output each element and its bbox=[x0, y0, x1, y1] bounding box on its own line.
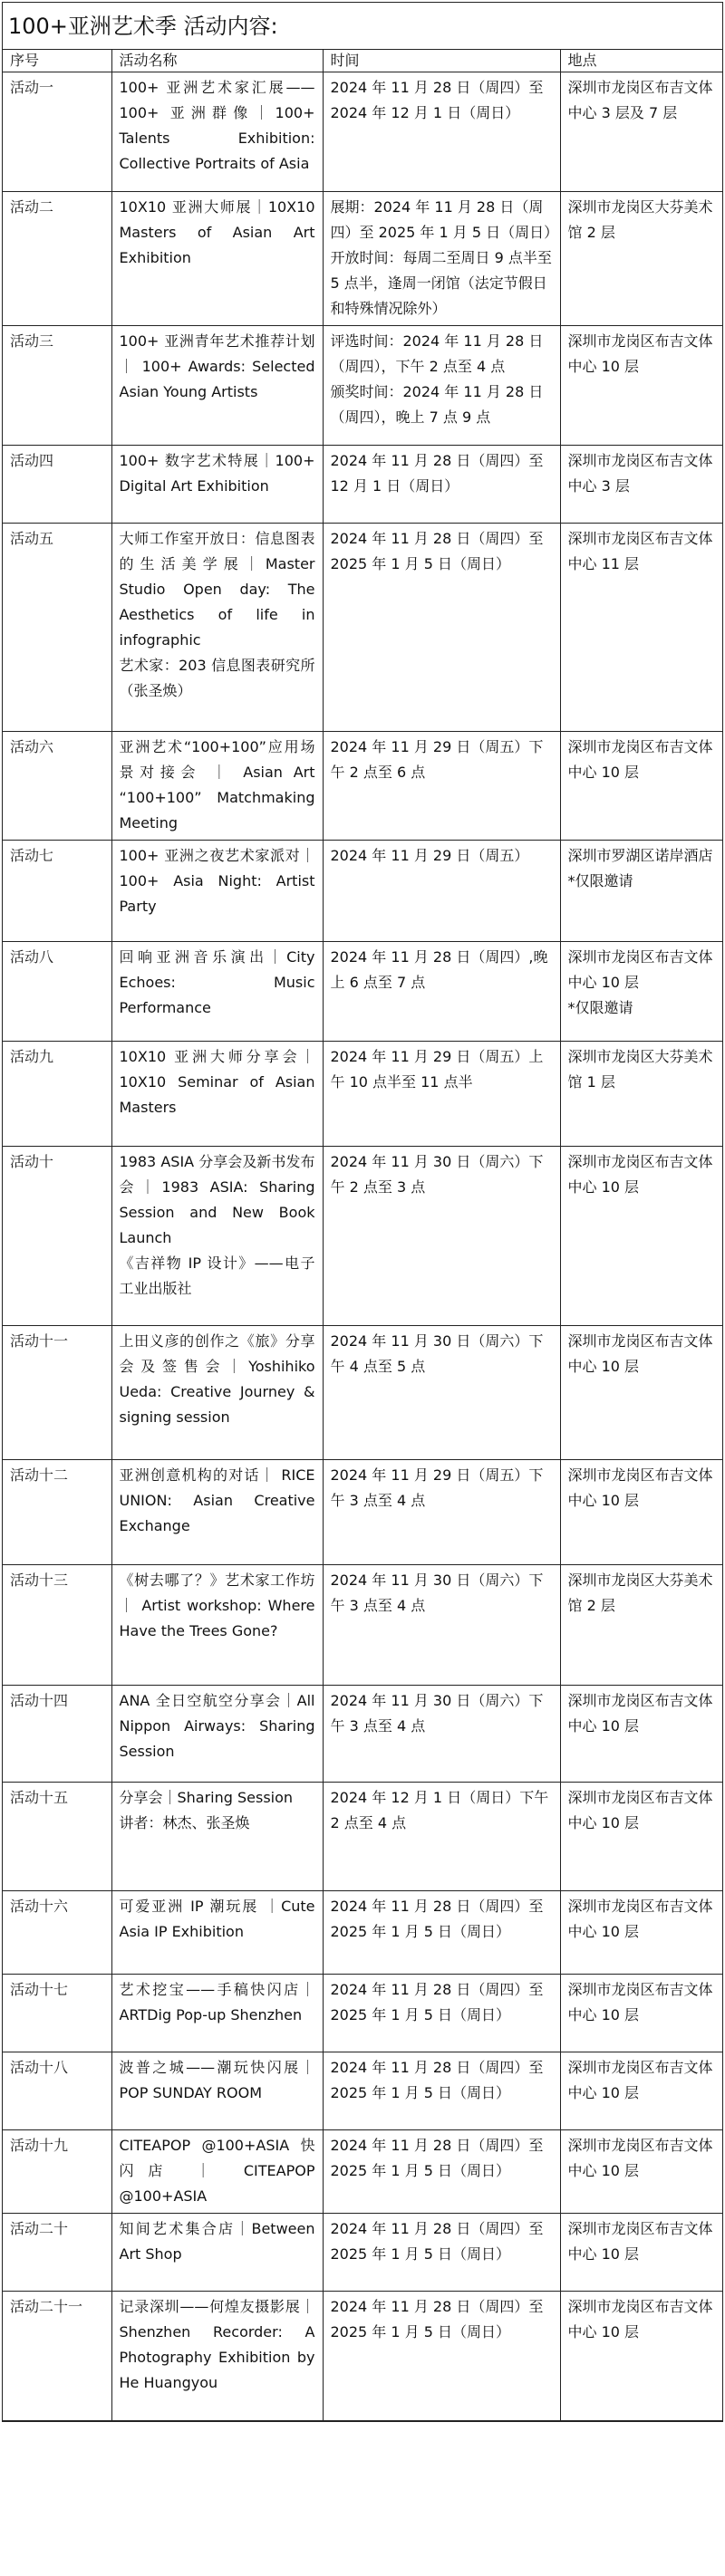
activity-location bbox=[560, 524, 722, 732]
activity-name-line: 亚洲创意机构的对话｜ RICE UNION: Asian Creative Exchange bbox=[119, 1466, 315, 1534]
activity-name-line: 分享会｜Sharing Session bbox=[119, 1789, 294, 1806]
activity-name bbox=[111, 1783, 323, 1891]
activity-name bbox=[111, 524, 323, 732]
document-title: 100+亚洲艺术季 活动内容: bbox=[3, 3, 722, 50]
activity-name-line: 亚洲艺术“100+100”应用场景对接会 ｜ Asian Art “100+100” Matchmaking Meeting bbox=[119, 738, 315, 831]
activity-time bbox=[323, 1460, 560, 1565]
activity-name bbox=[111, 2130, 323, 2214]
table-row bbox=[3, 1783, 722, 1891]
activity-name-line: 100+ 亚洲艺术家汇展——100+ 亚洲群像｜100+ Talents Exhibition: Collective Portraits of Asia bbox=[119, 79, 315, 172]
activity-number: 活动五 bbox=[3, 524, 111, 732]
activity-location bbox=[560, 1460, 722, 1565]
activity-time-line: 2024 年 11 月 28 日（周四）至 2025 年 1 月 5 日（周日） bbox=[330, 1898, 544, 1940]
activity-name-line: 艺术家：203 信息图表研究所（张圣焕） bbox=[119, 657, 315, 699]
activity-name-line: 100+ 亚洲青年艺术推荐计划 ｜ 100+ Awards: Selected Asian Young Artists bbox=[119, 332, 315, 400]
activity-location bbox=[560, 1326, 722, 1460]
header-time: 时间 bbox=[323, 50, 560, 72]
activity-time-line: 2024 年 11 月 30 日（周六）下午 2 点至 3 点 bbox=[330, 1153, 544, 1196]
table-row bbox=[3, 326, 722, 446]
table-row bbox=[3, 1686, 722, 1783]
table-row bbox=[3, 841, 722, 942]
activity-name-line: CITEAPOP @100+ASIA 快闪店 ｜ CITEAPOP @100+ASIA bbox=[119, 2137, 315, 2205]
activity-location-line: 深圳市龙岗区布吉文体中心 10 层 bbox=[567, 2059, 713, 2101]
activity-time bbox=[323, 2130, 560, 2214]
activity-number: 活动十九 bbox=[3, 2130, 111, 2214]
activity-time-line: 2024 年 12 月 1 日（周日）下午 2 点至 4 点 bbox=[330, 1789, 549, 1831]
activity-location-line: 深圳市龙岗区布吉文体中心 10 层 bbox=[567, 2137, 713, 2179]
activity-time-line: 2024 年 11 月 29 日（周五） bbox=[330, 847, 529, 864]
activity-name bbox=[111, 841, 323, 942]
activity-location bbox=[560, 2214, 722, 2292]
activity-location bbox=[560, 192, 722, 326]
activity-location bbox=[560, 446, 722, 524]
activity-time bbox=[323, 72, 560, 192]
activity-number: 活动六 bbox=[3, 732, 111, 841]
activity-location-line: 深圳市龙岗区布吉文体中心 11 层 bbox=[567, 530, 713, 572]
activity-time-line: 2024 年 11 月 30 日（周六）下午 3 点至 4 点 bbox=[330, 1572, 544, 1614]
header-number: 序号 bbox=[3, 50, 111, 72]
activity-time bbox=[323, 524, 560, 732]
activity-time-line: 2024 年 11 月 30 日（周六）下午 3 点至 4 点 bbox=[330, 1692, 544, 1735]
activity-time bbox=[323, 326, 560, 446]
activity-number: 活动十四 bbox=[3, 1686, 111, 1783]
activity-time-line: 2024 年 11 月 29 日（周五）上午 10 点半至 11 点半 bbox=[330, 1048, 544, 1091]
activity-time-line: 2024 年 11 月 28 日（周四）至 2025 年 1 月 5 日（周日） bbox=[330, 2059, 544, 2101]
activity-time-line: 2024 年 11 月 28 日（周四）至 2025 年 1 月 5 日（周日） bbox=[330, 2298, 544, 2341]
activity-time bbox=[323, 1975, 560, 2052]
activity-time bbox=[323, 446, 560, 524]
activity-name bbox=[111, 2052, 323, 2130]
activity-name-line: 上田义彦的创作之《旅》分享会及签售会｜Yoshihiko Ueda: Creative Journey & signing session bbox=[119, 1332, 315, 1426]
activity-name bbox=[111, 1975, 323, 2052]
activity-number: 活动十七 bbox=[3, 1975, 111, 2052]
activity-number: 活动十六 bbox=[3, 1891, 111, 1975]
activity-name bbox=[111, 1686, 323, 1783]
activity-name bbox=[111, 446, 323, 524]
activity-number: 活动十五 bbox=[3, 1783, 111, 1891]
activity-time bbox=[323, 732, 560, 841]
activity-number: 活动九 bbox=[3, 1042, 111, 1147]
activity-name-line: 100+ 数字艺术特展｜100+ Digital Art Exhibition bbox=[119, 452, 315, 495]
activity-location-line: *仅限邀请 bbox=[567, 999, 633, 1016]
activity-name bbox=[111, 192, 323, 326]
activity-number: 活动十一 bbox=[3, 1326, 111, 1460]
activity-location bbox=[560, 2130, 722, 2214]
table-row bbox=[3, 192, 722, 326]
activity-location-line: 深圳市龙岗区布吉文体中心 10 层 bbox=[567, 1692, 713, 1735]
activity-location-line: *仅限邀请 bbox=[567, 872, 633, 889]
activity-name-line: 波普之城——潮玩快闪展｜POP SUNDAY ROOM bbox=[119, 2059, 315, 2101]
table-row bbox=[3, 732, 722, 841]
activity-time bbox=[323, 1042, 560, 1147]
activity-time-line: 2024 年 11 月 28 日（周四）至 2025 年 1 月 5 日（周日） bbox=[330, 1981, 544, 2023]
activity-time-line: 2024 年 11 月 30 日（周六）下午 4 点至 5 点 bbox=[330, 1332, 544, 1375]
activity-time bbox=[323, 1686, 560, 1783]
activity-name bbox=[111, 326, 323, 446]
activity-name-line: 讲者：林杰、张圣焕 bbox=[119, 1814, 250, 1831]
activity-time-line: 2024 年 11 月 28 日（周四）至 2025 年 1 月 5 日（周日） bbox=[330, 2137, 544, 2179]
activity-name bbox=[111, 732, 323, 841]
table-row bbox=[3, 446, 722, 524]
activity-name bbox=[111, 72, 323, 192]
table-row bbox=[3, 72, 722, 192]
activity-location bbox=[560, 942, 722, 1042]
activity-name-line: 知间艺术集合店｜Between Art Shop bbox=[119, 2220, 315, 2263]
table-row bbox=[3, 1891, 722, 1975]
activity-time bbox=[323, 1565, 560, 1686]
activity-name-line: 艺术挖宝——手稿快闪店｜ARTDig Pop-up Shenzhen bbox=[119, 1981, 315, 2023]
activity-time-line: 展期：2024 年 11 月 28 日（周四）至 2025 年 1 月 5 日（周日） bbox=[330, 198, 559, 241]
table-row bbox=[3, 1042, 722, 1147]
table-row bbox=[3, 2292, 722, 2421]
activity-time bbox=[323, 192, 560, 326]
activity-location-line: 深圳市龙岗区大芬美术馆 2 层 bbox=[567, 198, 713, 241]
activity-number: 活动三 bbox=[3, 326, 111, 446]
activity-name-line: 《树去哪了？》艺术家工作坊 ｜ Artist workshop: Where Have the Trees Gone? bbox=[119, 1572, 315, 1639]
activity-location bbox=[560, 1565, 722, 1686]
activity-time bbox=[323, 1326, 560, 1460]
activity-location bbox=[560, 732, 722, 841]
activity-time bbox=[323, 1147, 560, 1326]
activity-location bbox=[560, 2292, 722, 2421]
activity-location-line: 深圳市龙岗区布吉文体中心 10 层 bbox=[567, 1466, 713, 1509]
activity-name bbox=[111, 2214, 323, 2292]
activity-name-line: 大师工作室开放日：信息图表的生活美学展｜Master Studio Open day: The Aesthetics of life in infographic bbox=[119, 530, 315, 649]
activity-time-line: 2024 年 11 月 29 日（周五）下午 3 点至 4 点 bbox=[330, 1466, 544, 1509]
activity-location-line: 深圳市龙岗区布吉文体中心 10 层 bbox=[567, 1898, 713, 1940]
activity-time bbox=[323, 1891, 560, 1975]
activity-name-line: 10X10 亚洲大师展｜10X10 Masters of Asian Art Exhibition bbox=[119, 198, 315, 266]
activity-name-line: 100+ 亚洲之夜艺术家派对｜100+ Asia Night: Artist Party bbox=[119, 847, 315, 915]
activity-location bbox=[560, 2052, 722, 2130]
activity-rows bbox=[3, 72, 722, 2421]
activity-document bbox=[2, 2, 723, 2422]
table-row bbox=[3, 1147, 722, 1326]
activity-number: 活动七 bbox=[3, 841, 111, 942]
activity-location-line: 深圳市龙岗区大芬美术馆 2 层 bbox=[567, 1572, 713, 1614]
activity-number: 活动二十一 bbox=[3, 2292, 111, 2421]
activity-number: 活动十三 bbox=[3, 1565, 111, 1686]
activity-location bbox=[560, 1891, 722, 1975]
activity-location bbox=[560, 1783, 722, 1891]
activity-name bbox=[111, 1891, 323, 1975]
activity-location-line: 深圳市龙岗区布吉文体中心 10 层 bbox=[567, 1789, 713, 1831]
activity-location bbox=[560, 1147, 722, 1326]
table-row bbox=[3, 524, 722, 732]
header-location: 地点 bbox=[560, 50, 722, 72]
activity-location-line: 深圳市龙岗区布吉文体中心 10 层 bbox=[567, 1153, 713, 1196]
activity-time-line: 2024 年 11 月 29 日（周五）下午 2 点至 6 点 bbox=[330, 738, 544, 781]
activity-name-line: 回响亚洲音乐演出｜City Echoes: Music Performance bbox=[119, 948, 315, 1016]
table-row bbox=[3, 942, 722, 1042]
activity-location bbox=[560, 72, 722, 192]
activity-number: 活动十 bbox=[3, 1147, 111, 1326]
activity-name-line: 可爱亚洲 IP 潮玩展 ｜Cute Asia IP Exhibition bbox=[119, 1898, 315, 1940]
table-row bbox=[3, 1975, 722, 2052]
activity-name-line: 10X10 亚洲大师分享会｜10X10 Seminar of Asian Masters bbox=[119, 1048, 315, 1116]
activity-name bbox=[111, 942, 323, 1042]
activity-location-line: 深圳市龙岗区布吉文体中心 3 层及 7 层 bbox=[567, 79, 713, 121]
activity-location bbox=[560, 1042, 722, 1147]
activity-location-line: 深圳市龙岗区布吉文体中心 10 层 bbox=[567, 738, 713, 781]
activity-time bbox=[323, 2292, 560, 2421]
activity-location-line: 深圳市龙岗区布吉文体中心 10 层 bbox=[567, 948, 713, 991]
activity-name-line: 1983 ASIA 分享会及新书发布会｜1983 ASIA: Sharing Session and New Book Launch bbox=[119, 1153, 315, 1246]
activity-location-line: 深圳市龙岗区布吉文体中心 10 层 bbox=[567, 2298, 713, 2341]
activity-name bbox=[111, 1565, 323, 1686]
activity-time-line: 颁奖时间：2024 年 11 月 28 日（周四），晚上 7 点 9 点 bbox=[330, 383, 544, 426]
activity-name-line: 《吉祥物 IP 设计》——电子工业出版社 bbox=[119, 1254, 315, 1297]
table-row bbox=[3, 2052, 722, 2130]
activity-number: 活动八 bbox=[3, 942, 111, 1042]
activity-location-line: 深圳市罗湖区诺岸酒店 bbox=[567, 847, 713, 864]
activity-number: 活动二十 bbox=[3, 2214, 111, 2292]
table-row bbox=[3, 1565, 722, 1686]
activity-number: 活动二 bbox=[3, 192, 111, 326]
activity-time-line: 开放时间：每周二至周日 9 点半至 5 点半，逢周一闭馆（法定节假日和特殊情况除外） bbox=[330, 249, 552, 317]
table-row bbox=[3, 1326, 722, 1460]
activity-name-line: ANA 全日空航空分享会｜All Nippon Airways: Sharing Session bbox=[119, 1692, 315, 1760]
activity-name bbox=[111, 1326, 323, 1460]
activity-number: 活动十八 bbox=[3, 2052, 111, 2130]
activity-name bbox=[111, 1147, 323, 1326]
table-row bbox=[3, 2130, 722, 2214]
activity-location bbox=[560, 1975, 722, 2052]
activity-number: 活动十二 bbox=[3, 1460, 111, 1565]
activity-time-line: 2024 年 11 月 28 日（周四）,晚上 6 点至 7 点 bbox=[330, 948, 548, 991]
activity-location-line: 深圳市龙岗区布吉文体中心 10 层 bbox=[567, 332, 713, 375]
activity-time bbox=[323, 2214, 560, 2292]
activity-time-line: 2024 年 11 月 28 日（周四）至 2025 年 1 月 5 日（周日） bbox=[330, 530, 544, 572]
activity-table bbox=[3, 50, 722, 2421]
activity-name bbox=[111, 2292, 323, 2421]
activity-time bbox=[323, 942, 560, 1042]
table-row bbox=[3, 1460, 722, 1565]
activity-name-line: 记录深圳——何煌友摄影展｜Shenzhen Recorder: A Photography Exhibition by He Huangyou bbox=[119, 2298, 315, 2391]
activity-time-line: 2024 年 11 月 28 日（周四）至 12 月 1 日（周日） bbox=[330, 452, 544, 495]
activity-time-line: 评选时间：2024 年 11 月 28 日（周四），下午 2 点至 4 点 bbox=[330, 332, 544, 375]
activity-name bbox=[111, 1460, 323, 1565]
activity-location-line: 深圳市龙岗区布吉文体中心 10 层 bbox=[567, 1332, 713, 1375]
activity-time bbox=[323, 841, 560, 942]
activity-location-line: 深圳市龙岗区布吉文体中心 10 层 bbox=[567, 2220, 713, 2263]
activity-number: 活动四 bbox=[3, 446, 111, 524]
activity-time-line: 2024 年 11 月 28 日（周四）至 2025 年 1 月 5 日（周日） bbox=[330, 2220, 544, 2263]
activity-time-line: 2024 年 11 月 28 日（周四）至 2024 年 12 月 1 日（周日） bbox=[330, 79, 544, 121]
activity-location-line: 深圳市龙岗区布吉文体中心 3 层 bbox=[567, 452, 713, 495]
activity-number: 活动一 bbox=[3, 72, 111, 192]
activity-time bbox=[323, 1783, 560, 1891]
table-row bbox=[3, 2214, 722, 2292]
activity-location bbox=[560, 326, 722, 446]
activity-location bbox=[560, 841, 722, 942]
activity-location-line: 深圳市龙岗区布吉文体中心 10 层 bbox=[567, 1981, 713, 2023]
table-header-row bbox=[3, 50, 722, 72]
activity-location-line: 深圳市龙岗区大芬美术馆 1 层 bbox=[567, 1048, 713, 1091]
header-activity-name: 活动名称 bbox=[111, 50, 323, 72]
activity-name bbox=[111, 1042, 323, 1147]
activity-location bbox=[560, 1686, 722, 1783]
activity-time bbox=[323, 2052, 560, 2130]
